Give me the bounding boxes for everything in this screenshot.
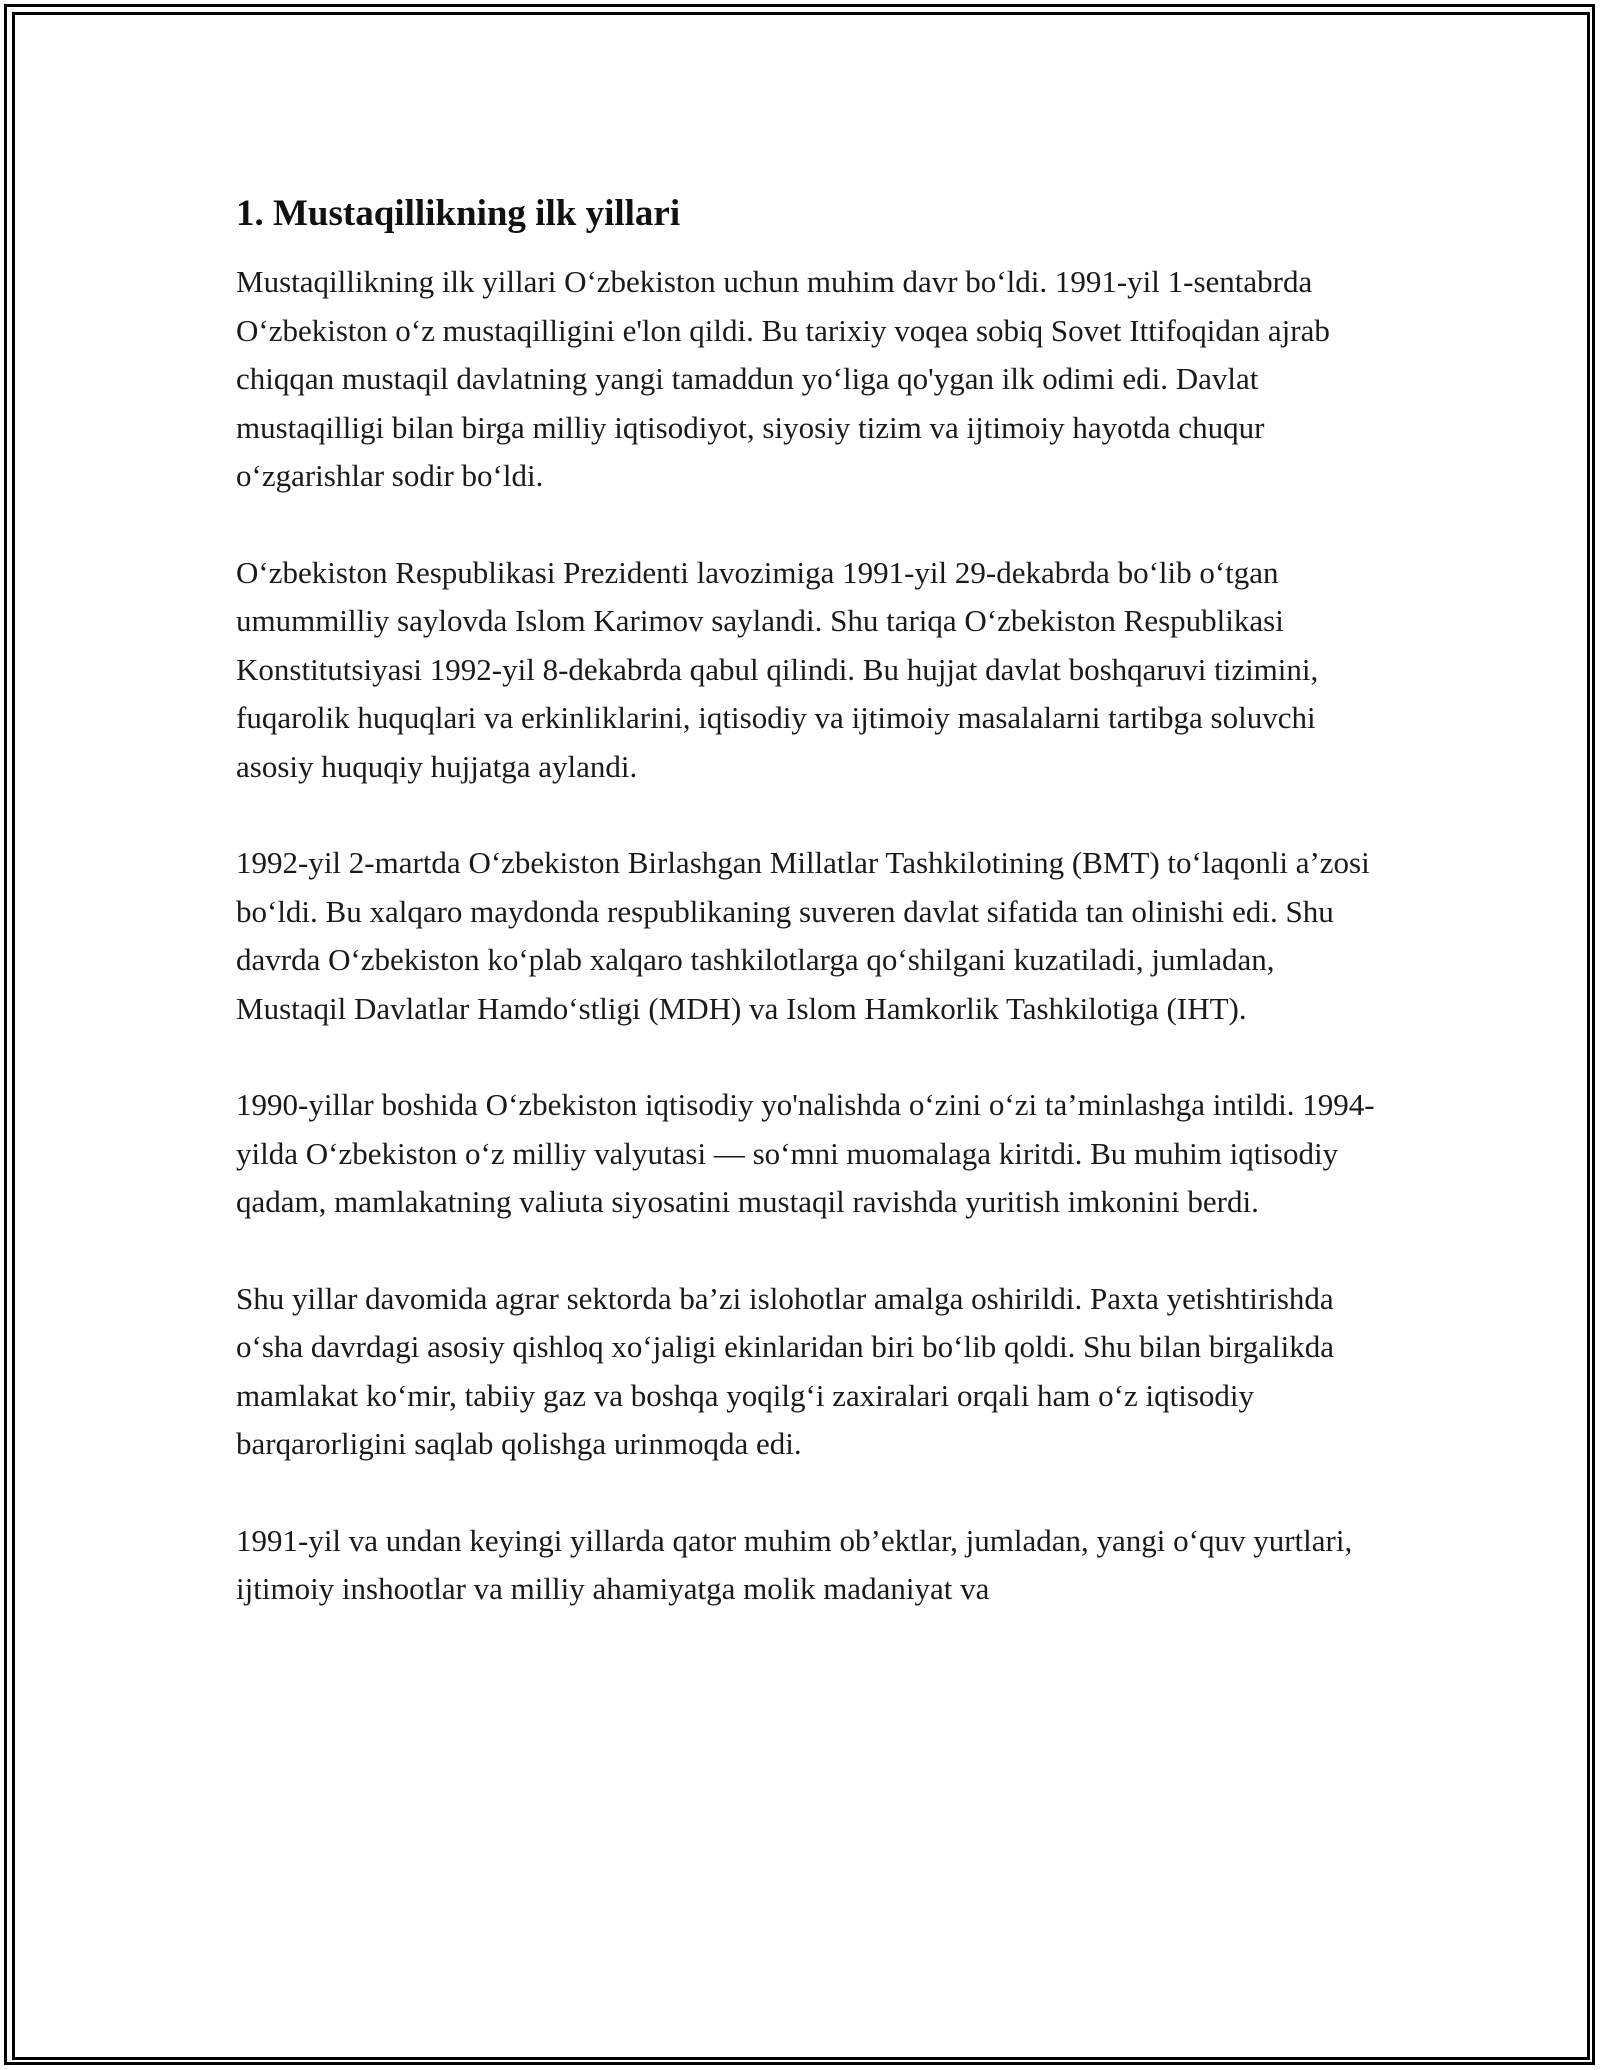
document-body: [236, 190, 1376, 1662]
paragraph-2: O‘zbekiston Respublikasi Prezidenti lavozimiga 1991-yil 29-dekabrda bo‘lib o‘tgan umummilliy saylovda Islom Karimov saylandi. Shu tariqa O‘zbekiston Respublikasi Konstitutsiyasi 1992-yil 8-dekabrda qabul qilindi. Bu hujjat davlat boshqaruvi tizimini, fuqarolik huquqlari va erkinliklarini, iqtisodiy va ijtimoiy masalalarni tartibga soluvchi asosiy huquqiy hujjatga aylandi.: [236, 554, 1319, 784]
paragraph-6: 1991-yil va undan keyingi yillarda qator muhim ob’ektlar, jumladan, yangi o‘quv yurtlari, ijtimoiy inshootlar va milliy ahamiyatga molik madaniyat va: [236, 1522, 1353, 1606]
paragraph-1: Mustaqillikning ilk yillari O‘zbekiston uchun muhim davr bo‘ldi. 1991-yil 1-sentabrda O‘zbekiston o‘z mustaqilligini e'lon qildi. Bu tarixiy voqea sobiq Sovet Ittifoqidan ajrab chiqqan mustaqil davlatning yangi tamaddun yo‘liga qo'ygan ilk odimi edi. Davlat mustaqilligi bilan birga milliy iqtisodiyot, siyosiy tizim va ijtimoiy hayotda chuqur o‘zgarishlar sodir bo‘ldi.: [236, 264, 1330, 493]
section-heading: 1. Mustaqillikning ilk yillari: [236, 193, 681, 234]
paragraph-4: 1990-yillar boshida O‘zbekiston iqtisodiy yo'nalishda o‘zini o‘zi ta’minlashga intildi. 1994-yilda O‘zbekiston o‘z milliy valyutasi — so‘mni muomalaga kiritdi. Bu muhim iqtisodiy qadam, mamlakatning valiuta siyosatini mustaqil ravishda yuritish imkonini berdi.: [236, 1087, 1375, 1219]
paragraph-3: 1992-yil 2-martda O‘zbekiston Birlashgan Millatlar Tashkilotining (BMT) to‘laqonli a’zosi bo‘ldi. Bu xalqaro maydonda respublikaning suveren davlat sifatida tan olinishi edi. Shu davrda O‘zbekiston ko‘plab xalqaro tashkilotlarga qo‘shilgani kuzatiladi, jumladan, Mustaqil Davlatlar Hamdo‘stligi (MDH) va Islom Hamkorlik Tashkilotiga (IHT).: [236, 845, 1370, 1026]
paragraph-5: Shu yillar davomida agrar sektorda ba’zi islohotlar amalga oshirildi. Paxta yetishtirishda o‘sha davrdagi asosiy qishloq xo‘jaligi ekinlaridan biri bo‘lib qoldi. Shu bilan birgalikda mamlakat ko‘mir, tabiiy gaz va boshqa yoqilg‘i zaxiralari orqali ham o‘z iqtisodiy barqarorligini saqlab qolishga urinmoqda edi.: [236, 1280, 1335, 1461]
